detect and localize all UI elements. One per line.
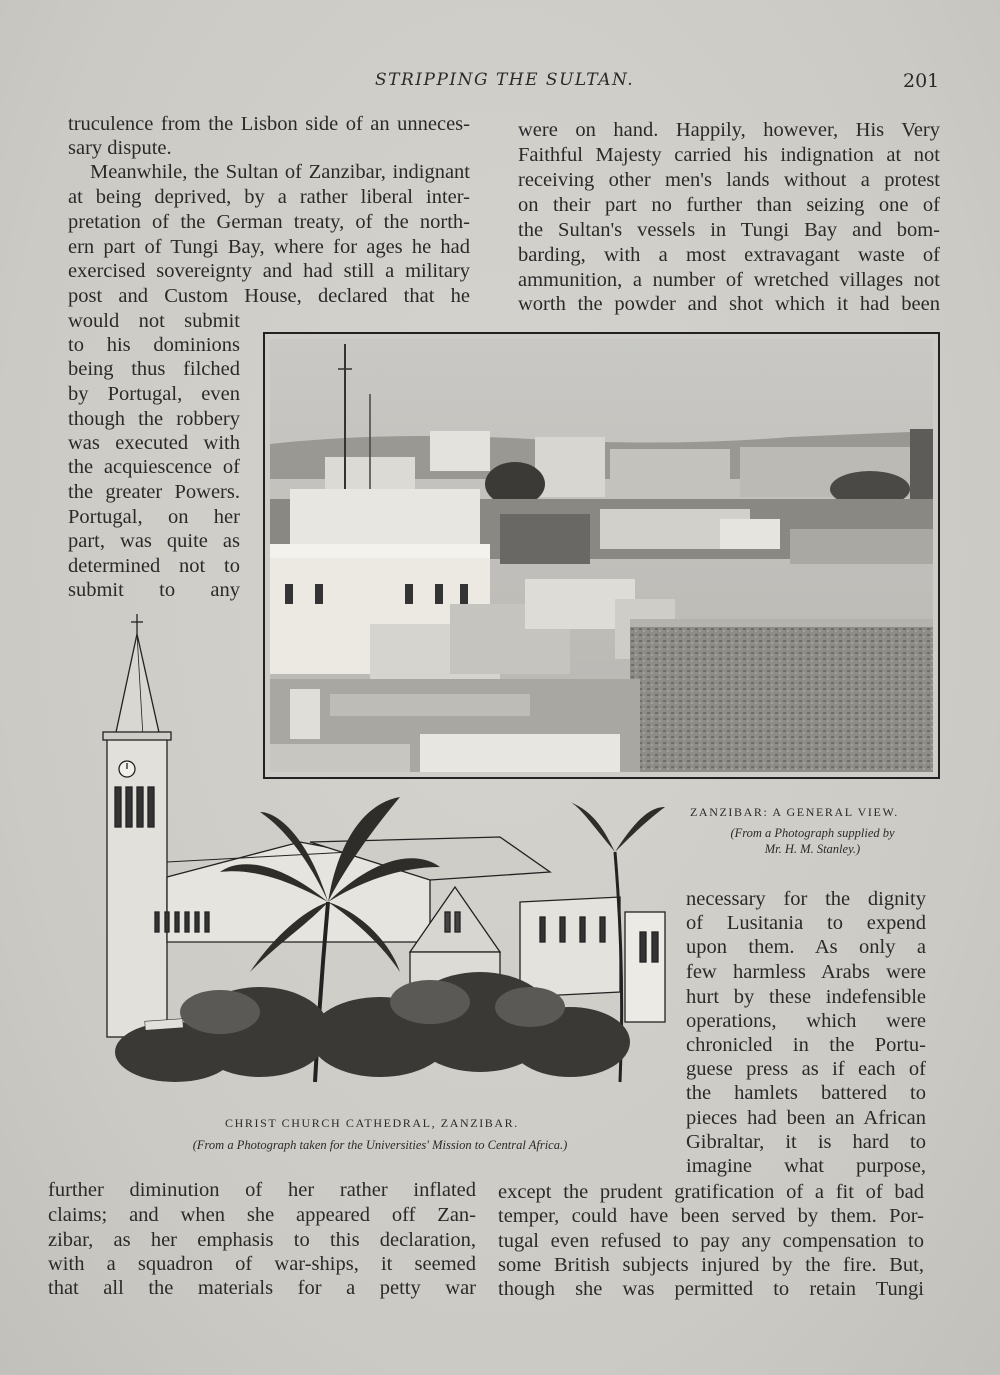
text-line: being thus filched (68, 358, 240, 380)
text-line: exercised sovereignty and had still a military (68, 260, 470, 282)
text-line: worth the powder and shot which it had been (518, 293, 940, 315)
text-line: barding, with a most extravagant waste of (518, 244, 940, 266)
text-line: the Sultan's vessels in Tungi Bay and bom- (518, 219, 940, 241)
text-line: Gibraltar, it is hard to (686, 1131, 926, 1153)
text-line: ammunition, a number of wretched villages not (518, 269, 940, 291)
text-line: to his dominions (68, 334, 240, 356)
text-line: imagine what purpose, (686, 1155, 926, 1177)
text-line: tugal even refused to pay any compensation to (498, 1230, 924, 1252)
text-line: temper, could have been served by them. Por- (498, 1205, 924, 1227)
text-line: claims; and when she appeared off Zan- (48, 1204, 476, 1226)
text-line: though she was permitted to retain Tungi (498, 1278, 924, 1300)
text-line: was executed with (68, 432, 240, 454)
text-line: necessary for the dignity (686, 888, 926, 910)
text-line: Meanwhile, the Sultan of Zanzibar, indignant (90, 161, 470, 183)
text-line: except the prudent gratification of a fit of bad (498, 1181, 924, 1203)
text-line: the acquiescence of (68, 456, 240, 478)
figure-credit: (From a Photograph supplied by (730, 826, 895, 840)
text-line: receiving other men's lands without a protest (518, 169, 940, 191)
text-line: part, was quite as (68, 530, 240, 552)
page-number: 201 (903, 70, 940, 92)
text-line: by Portugal, even (68, 383, 240, 405)
text-line: guese press as if each of (686, 1058, 926, 1080)
text-line: that all the materials for a petty war (48, 1277, 476, 1299)
text-line: Faithful Majesty carried his indignation at not (518, 144, 940, 166)
text-line: upon them. As only a (686, 936, 926, 958)
text-line: hurt by these indefensible (686, 986, 926, 1008)
figure-caption: ZANZIBAR: A GENERAL VIEW. (690, 805, 899, 819)
figure-caption: CHRIST CHURCH CATHEDRAL, ZANZIBAR. (225, 1116, 519, 1130)
text-line: operations, which were (686, 1010, 926, 1032)
figure-credit: Mr. H. M. Stanley.) (764, 842, 861, 856)
text-line: the hamlets battered to (686, 1082, 926, 1104)
text-line: ern part of Tungi Bay, where for ages he had (68, 236, 470, 258)
cathedral-engraving (100, 612, 670, 1092)
text-line: further diminution of her rather inflated (48, 1179, 476, 1201)
text-line: were on hand. Happily, however, His Very (518, 119, 940, 141)
text-line: submit to any (68, 579, 240, 601)
text-line: truculence from the Lisbon side of an unneces- (68, 113, 470, 135)
text-line: the greater Powers. (68, 481, 240, 503)
cathedral-image (100, 612, 670, 1092)
text-line: though the robbery (68, 408, 240, 430)
text-line: pieces had been an African (686, 1107, 926, 1129)
running-title: STRIPPING THE SULTAN. (375, 70, 635, 90)
text-line: at being deprived, by a rather liberal inter- (68, 186, 470, 208)
text-line: chronicled in the Portu- (686, 1034, 926, 1056)
text-line: post and Custom House, declared that he (68, 285, 470, 307)
text-line: pretation of the German treaty, of the north- (68, 211, 470, 233)
text-line: Portugal, on her (68, 506, 240, 528)
text-line: determined not to (68, 555, 240, 577)
text-line: sary dispute. (68, 137, 172, 159)
text-line: on their part no further than seizing one of (518, 194, 940, 216)
figure-credit: (From a Photograph taken for the Universities' Mission to Central Africa.) (192, 1138, 568, 1152)
text-line: zibar, as her emphasis to this declaration, (48, 1229, 476, 1251)
text-line: would not submit (68, 310, 240, 332)
text-line: few harmless Arabs were (686, 961, 926, 983)
text-line: with a squadron of war-ships, it seemed (48, 1253, 476, 1275)
text-line: some British subjects injured by the fire. But, (498, 1254, 924, 1276)
text-line: of Lusitania to expend (686, 912, 926, 934)
